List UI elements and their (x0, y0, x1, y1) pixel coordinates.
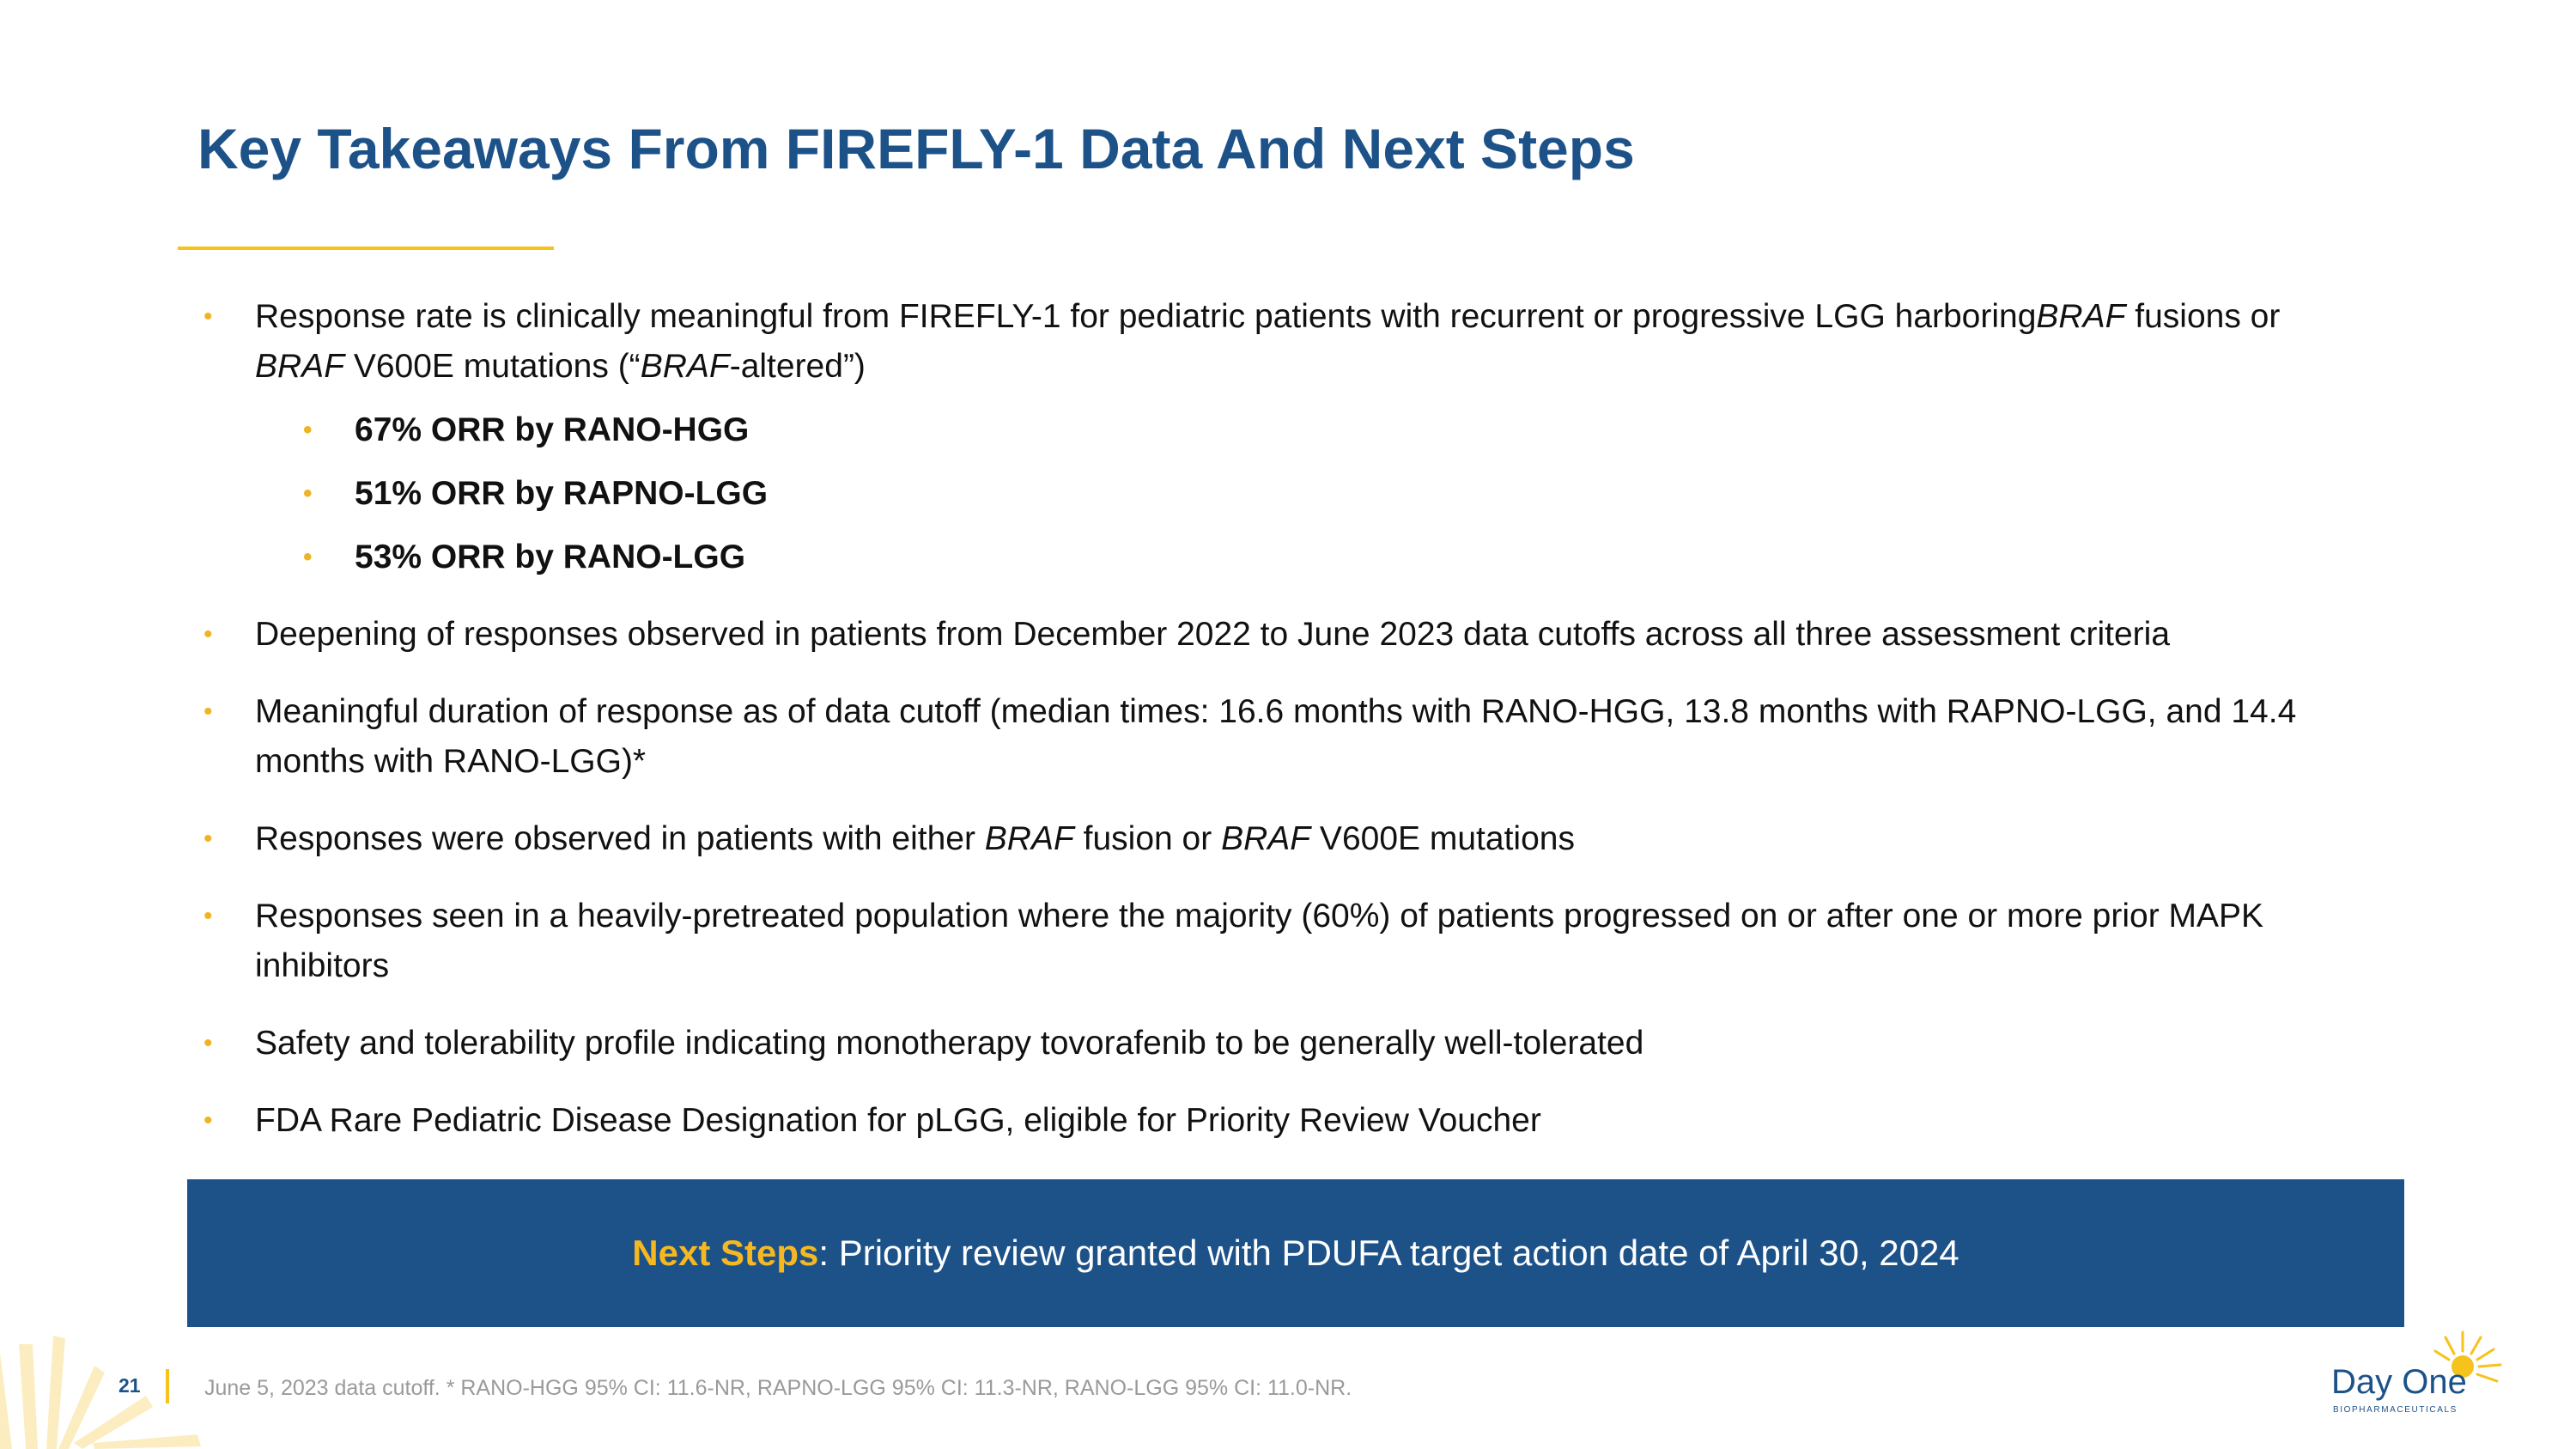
next-steps-banner (187, 1179, 2404, 1327)
list-item (197, 687, 2396, 787)
sub-list-item (197, 469, 2396, 519)
bullet-text: Deepening of responses observed in patients from December 2022 to June 2023 data cutoffs across all three assessment criteria (255, 616, 2171, 653)
list-item (197, 1019, 2396, 1068)
list-item (197, 814, 2396, 864)
takeaways-list (197, 292, 2396, 1146)
bullet-icon: • (204, 902, 213, 930)
sub-list-item (197, 533, 2396, 582)
page-number: 21 (118, 1374, 141, 1397)
bullet-icon: • (204, 697, 213, 726)
bullet-icon: • (303, 479, 313, 508)
next-steps-detail: : Priority review granted with PDUFA target action date of April 30, 2024 (818, 1233, 1959, 1273)
bullet-icon: • (204, 1029, 213, 1057)
bullet-text: Response rate is clinically meaningful from FIREFLY-1 for pediatric patients with recurrent or progressive LGG harboringBRAF fusions or BRAF V600E mutations (“BRAF-altered”) (255, 298, 2281, 385)
bullet-text: FDA Rare Pediatric Disease Designation for pLGG, eligible for Priority Review Voucher (255, 1102, 1541, 1139)
bullet-icon: • (204, 620, 213, 648)
title-underline (178, 247, 554, 250)
logo-subtitle: BIOPHARMACEUTICALS (2333, 1405, 2458, 1415)
list-item (197, 292, 2396, 392)
bullet-icon: • (303, 416, 313, 444)
bullet-icon: • (204, 1106, 213, 1135)
company-logo (2325, 1327, 2523, 1413)
bullet-icon: • (204, 825, 213, 853)
next-steps-text (632, 1233, 1959, 1274)
sub-list-item (197, 405, 2396, 455)
bullet-text: Meaningful duration of response as of data cutoff (median times: 16.6 months with RANO-HGG, 13.8 months with RAPNO-LGG, and 14.4 months with RANO-LGG)* (255, 693, 2297, 780)
bullet-text: Safety and tolerability profile indicating monotherapy tovorafenib to be generally well-tolerated (255, 1025, 1644, 1062)
bullet-text: 51% ORR by RAPNO-LGG (355, 475, 769, 512)
list-item (197, 1096, 2396, 1146)
next-steps-label: Next Steps (632, 1233, 819, 1273)
bullet-icon: • (204, 302, 213, 331)
footer-divider (166, 1369, 169, 1403)
page-title: Key Takeaways From FIREFLY-1 Data And Next Steps (197, 117, 1635, 180)
list-item (197, 892, 2396, 991)
bullet-icon: • (303, 543, 313, 571)
bullet-text: 67% ORR by RANO-HGG (355, 411, 750, 448)
footnote: June 5, 2023 data cutoff. * RANO-HGG 95% CI: 11.6-NR, RAPNO-LGG 95% CI: 11.3-NR, RANO-LGG 95% CI: 11.0-NR. (204, 1376, 1352, 1400)
bullet-text: Responses seen in a heavily-pretreated population where the majority (60%) of patients progressed on or after one or more prior MAPK inhibitors (255, 898, 2264, 984)
logo-name: Day One (2331, 1363, 2467, 1401)
bullet-text: Responses were observed in patients with either BRAF fusion or BRAF V600E mutations (255, 820, 1575, 857)
list-item (197, 610, 2396, 660)
bullet-text: 53% ORR by RANO-LGG (355, 539, 746, 575)
